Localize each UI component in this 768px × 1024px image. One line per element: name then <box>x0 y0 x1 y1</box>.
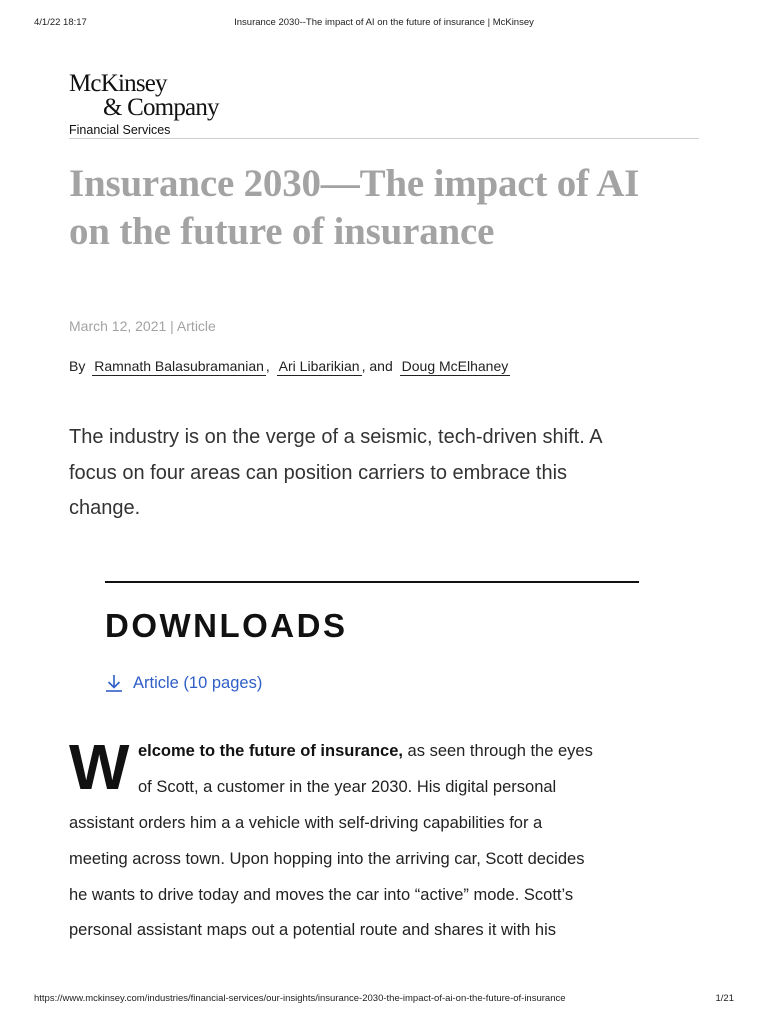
body-line-1 <box>138 742 593 761</box>
byline-prefix: By <box>69 358 86 374</box>
section-label-link[interactable]: Financial Services <box>69 123 171 137</box>
print-url: https://www.mckinsey.com/industries/financial-services/our-insights/insurance-2030-the-impact-of-ai-on-the-future-of-insurance <box>34 993 566 1004</box>
download-icon <box>104 673 124 693</box>
print-document-title: Insurance 2030--The impact of AI on the future of insurance | McKinsey <box>234 17 534 28</box>
logo-line-1: McKinsey <box>69 70 167 97</box>
drop-cap: W <box>69 731 130 803</box>
downloads-heading: DOWNLOADS <box>105 607 348 644</box>
author-link-3[interactable]: Doug McElhaney <box>401 358 509 374</box>
byline <box>69 358 510 374</box>
article-dek: The industry is on the verge of a seismic, tech-driven shift. A focus on four areas can position carriers to embrace this change. <box>69 426 602 519</box>
body-line-1-rest: as seen through the eyes <box>402 742 593 760</box>
print-date: 4/1/22 18:17 <box>34 17 87 28</box>
body-line-5: he wants to drive today and moves the car into “active” mode. Scott’s <box>69 886 574 904</box>
download-article-link[interactable] <box>104 673 262 693</box>
byline-separator-1: , <box>265 358 270 374</box>
mckinsey-logo[interactable] <box>69 72 219 120</box>
byline-separator-2: , and <box>361 358 393 374</box>
body-line-2: of Scott, a customer in the year 2030. His digital personal <box>138 778 557 796</box>
body-line-4: meeting across town. Upon hopping into the arriving car, Scott decides <box>69 850 585 868</box>
print-page-number: 1/21 <box>715 993 734 1004</box>
body-lead-bold: elcome to the future of insurance, <box>138 742 403 760</box>
logo-line-2: & Company <box>103 94 219 121</box>
article-meta: March 12, 2021 | Article <box>69 318 216 334</box>
author-link-1[interactable]: Ramnath Balasubramanian <box>94 358 264 374</box>
print-header <box>0 17 768 31</box>
header-divider <box>69 138 699 139</box>
body-line-3: assistant orders him a a vehicle with self-driving capabilities for a <box>69 814 543 832</box>
downloads-divider <box>105 581 639 583</box>
author-link-2[interactable]: Ari Libarikian <box>278 358 360 374</box>
body-line-6: personal assistant maps out a potential route and shares it with his <box>69 921 557 939</box>
article-headline: Insurance 2030—The impact of AI on the future of insurance <box>69 162 640 253</box>
download-link-label: Article (10 pages) <box>133 673 263 692</box>
